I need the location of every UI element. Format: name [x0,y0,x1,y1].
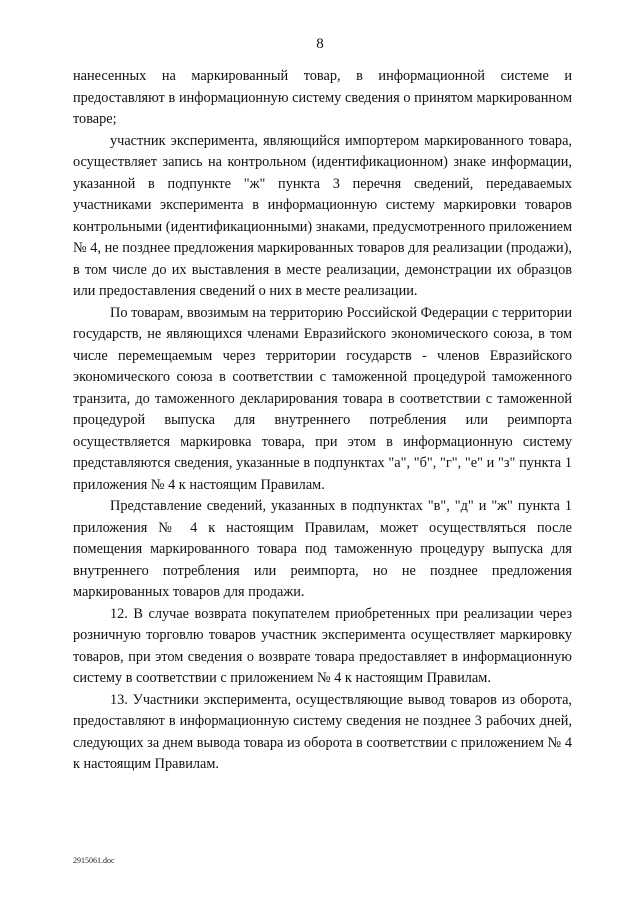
paragraph-clause-12: 12. В случае возврата покупателем приобретенных при реализации через розничную торговлю товаров участник эксперимента осуществляет маркировку товаров, при этом сведения о возврате товара предоставляет в информационную систему в соответствии с приложением № 4 к настоящим Правилам. [73,605,572,686]
paragraph-clause-13: 13. Участники эксперимента, осуществляющие вывод товаров из оборота, предоставляют в информационную систему сведения не позднее 3 рабочих дней, следующих за днем вывода товара из оборота в соответствии с приложением № 4 к настоящим Правилам. [73,691,572,772]
paragraph-info-submission: Представление сведений, указанных в подпунктах "в", "д" и "ж" пункта 1 приложения № 4 к настоящим Правилам, может осуществляться после помещения маркированного товара под таможенную процедуру выпуска для внутреннего потребления или реимпорта, но не позднее предложения маркированных товаров для продажи. [73,498,572,600]
document-body [73,66,572,776]
paragraph-continuation: нанесенных на маркированный товар, в информационной системе и предоставляют в информационную систему сведения о принятом маркированном товаре; [73,68,572,127]
paragraph-imported-goods: По товарам, ввозимым на территорию Российской Федерации с территории государств, не являющихся членами Евразийского экономического союза, в том числе перемещаемым через территории государств - членов Евразийского экономического союза в соответствии с таможенной процедурой таможенного транзита, до таможенного декларирования товара в соответствии с таможенной процедурой выпуска для внутреннего потребления или реимпорта осуществляется маркировка товара, при этом в информационную систему представляются сведения, указанные в подпунктах "а", "б", "г", "е" и "з" пункта 1 приложения № 4 к настоящим Правилам. [73,304,572,493]
paragraph-importer: участник эксперимента, являющийся импортером маркированного товара, осуществляет запись на контрольном (идентификационном) знаке информации, указанной в подпункте "ж" пункта 3 перечня сведений, передаваемых участниками эксперимента в информационную систему маркировки товаров контрольными (идентификационными) знаками, предусмотренного приложением № 4, не позднее предложения маркированных товаров для реализации (продажи), в том числе до их выставления в месте реализации, демонстрации их образцов или предоставления сведений о них в месте реализации. [73,132,572,299]
page-number: 8 [316,36,324,52]
file-name-footer: 2915061.doc [73,856,115,865]
